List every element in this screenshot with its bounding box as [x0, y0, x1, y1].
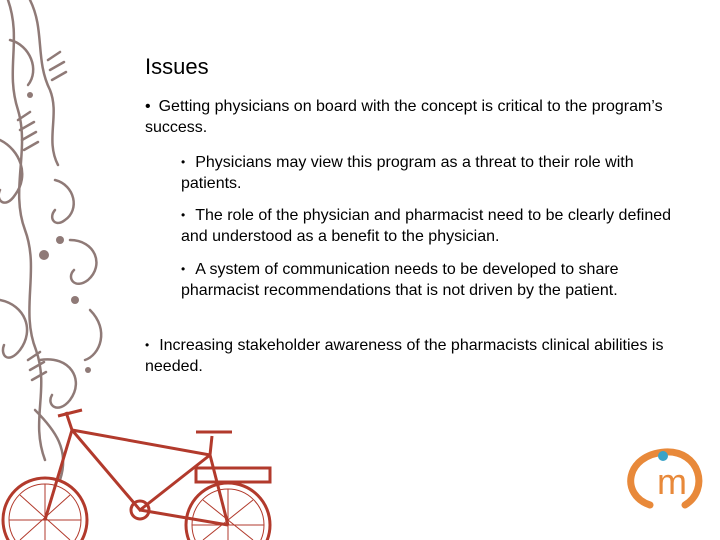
sub-bullet-item — [181, 205, 681, 247]
swirl-ornament — [0, 0, 101, 480]
bullet-marker: • — [145, 98, 151, 115]
bullet-text: Increasing stakeholder awareness of the pharmacists clinical abilities is needed. — [145, 337, 664, 375]
bullet-item — [145, 96, 685, 138]
bullet-marker: • — [181, 262, 186, 276]
bullet-marker: • — [181, 208, 186, 222]
logo-letter: m — [657, 461, 687, 502]
bullet-item — [145, 335, 685, 377]
sub-bullet-item — [181, 259, 681, 301]
bullet-text: The role of the physician and pharmacist need to be clearly defined and understood as a benefit to the physician. — [181, 207, 672, 245]
bicycle-illustration — [3, 410, 270, 540]
bullet-text: A system of communication needs to be developed to share pharmacist recommendations that is not driven by the patient. — [181, 261, 619, 299]
sub-bullet-item — [181, 152, 681, 194]
bullet-text: Physicians may view this program as a threat to their role with patients. — [181, 154, 634, 192]
logo-dot — [658, 451, 668, 461]
slide-title: Issues — [145, 54, 209, 79]
swirl-dots — [27, 92, 91, 373]
bullet-marker: • — [145, 338, 150, 352]
bullet-text: Getting physicians on board with the concept is critical to the program’s success. — [145, 98, 663, 136]
logo — [631, 451, 699, 505]
bullet-marker: • — [181, 155, 186, 169]
